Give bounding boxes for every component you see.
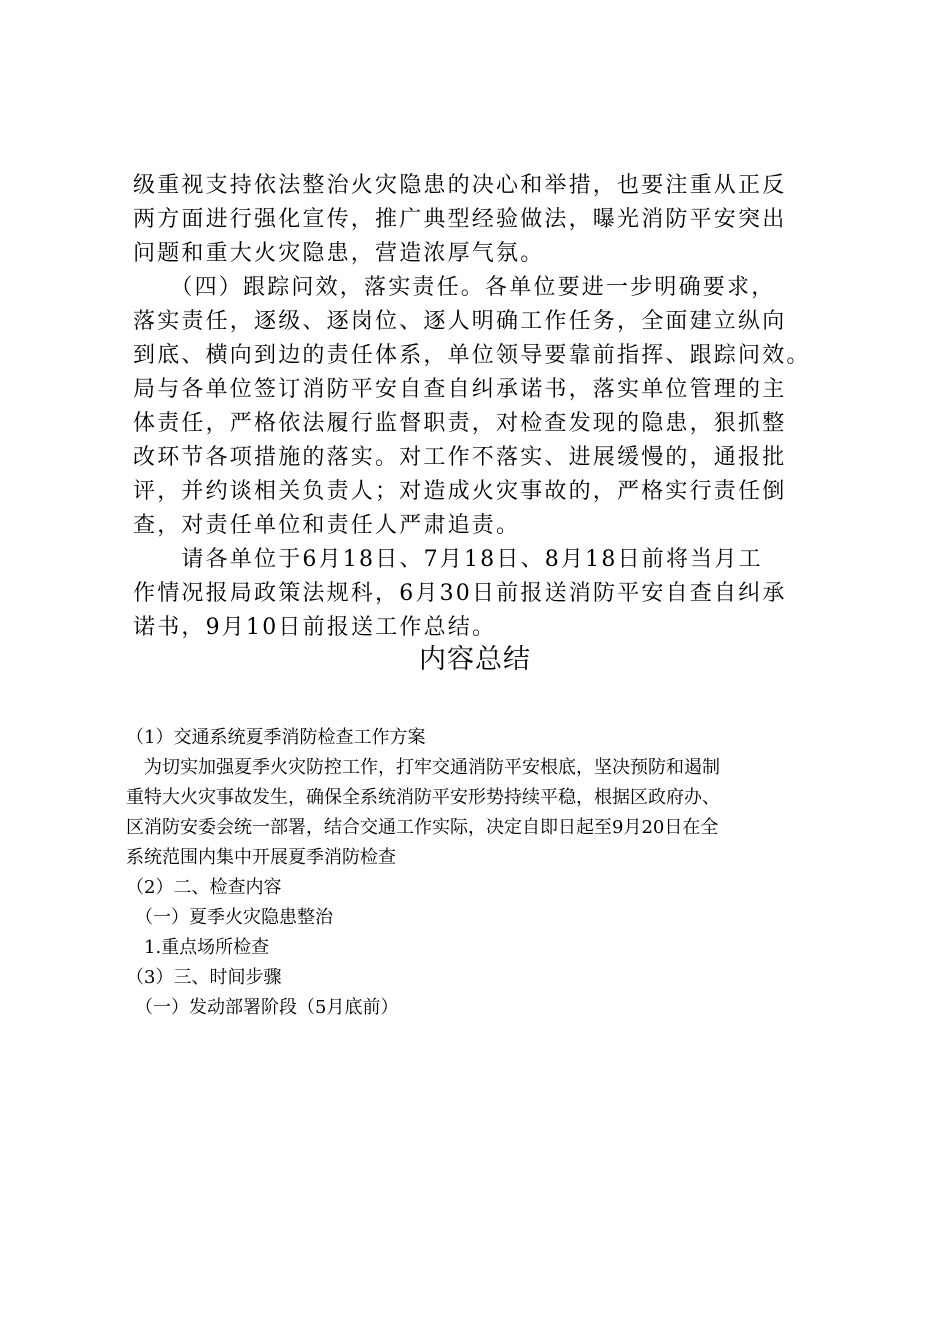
summary-line: （2）二、检查内容 — [126, 877, 282, 898]
body-line: 两方面进行强化宣传，推广典型经验做法，曝光消防平安突出 — [133, 207, 787, 232]
summary-title: 内容总结 — [419, 644, 531, 675]
summary-line: 系统范围内集中开展夏季消防检查 — [126, 847, 396, 868]
body-line: 改环节各项措施的落实。对工作不落实、进展缓慢的，通报批 — [133, 445, 787, 470]
summary-line: （一）发动部署阶段（5月底前） — [126, 997, 399, 1018]
body-line: 诺书，9月10日前报送工作总结。 — [133, 615, 497, 640]
body-line: 查，对责任单位和责任人严肃追责。 — [133, 513, 521, 538]
summary-list — [126, 723, 846, 1023]
body-line: 局与各单位签订消防平安自查自纠承诺书，落实单位管理的主 — [133, 377, 787, 402]
body-line: 落实责任，逐级、逐岗位、逐人明确工作任务，全面建立纵向 — [133, 309, 787, 334]
body-line: 问题和重大火灾隐患，营造浓厚气氛。 — [133, 241, 545, 266]
body-line: 评，并约谈相关负责人；对造成火灾事故的，严格实行责任倒 — [133, 479, 787, 504]
body-paragraphs — [133, 169, 853, 645]
body-line: 体责任，严格依法履行监督职责，对检查发现的隐患，狠抓整 — [133, 411, 787, 436]
summary-line: （3）三、时间步骤 — [126, 967, 282, 988]
body-line: 请各单位于6月18日、7月18日、8月18日前将当月工 — [133, 547, 763, 572]
summary-line: 重特大火灾事故发生，确保全系统消防平安形势持续平稳，根据区政府办、 — [126, 787, 720, 808]
summary-line: 1.重点场所检查 — [126, 937, 270, 958]
body-line: 作情况报局政策法规科，6月30日前报送消防平安自查自纠承 — [133, 581, 787, 606]
body-line: （四）跟踪问效，落实责任。各单位要进一步明确要求， — [133, 275, 776, 300]
summary-line: （1）交通系统夏季消防检查工作方案 — [126, 727, 426, 748]
summary-line: 区消防安委会统一部署，结合交通工作实际，决定自即日起至9月20日在全 — [126, 817, 719, 838]
body-line: 到底、横向到边的责任体系，单位领导要靠前指挥、跟踪问效。 — [133, 343, 811, 368]
summary-line: 为切实加强夏季火灾防控工作，打牢交通消防平安根底，坚决预防和遏制 — [126, 757, 720, 778]
summary-line: （一）夏季火灾隐患整治 — [126, 907, 333, 928]
body-line: 级重视支持依法整治火灾隐患的决心和举措，也要注重从正反 — [133, 173, 787, 198]
